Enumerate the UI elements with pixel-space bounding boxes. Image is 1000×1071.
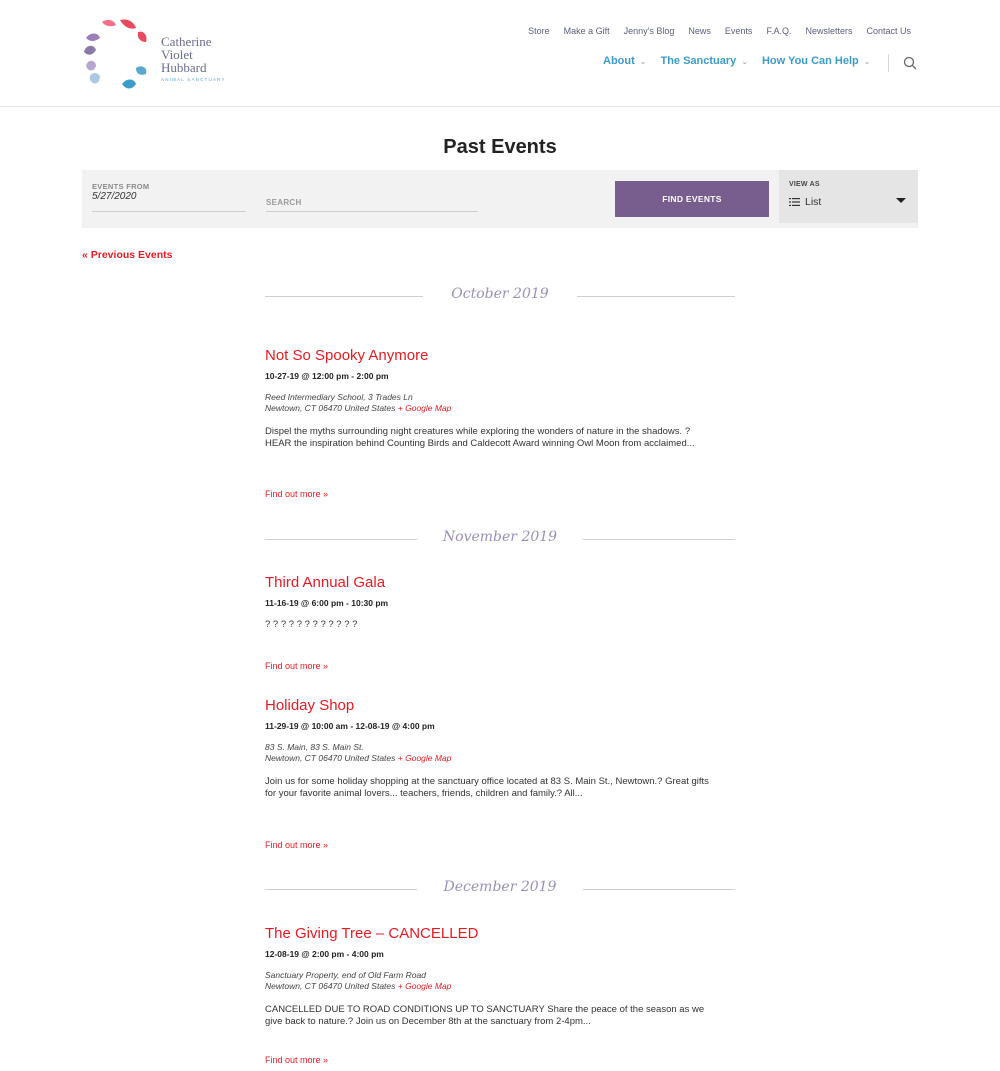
top-nav-store[interactable]: Store [528, 26, 550, 36]
venue-city-text: Newtown, CT 06470 United States [265, 403, 396, 413]
top-nav-contact[interactable]: Contact Us [866, 26, 911, 36]
nav-divider [888, 54, 889, 72]
month-separator [265, 286, 735, 306]
event-title[interactable]: The Giving Tree – CANCELLED [265, 925, 479, 942]
top-nav [514, 26, 911, 36]
search-icon[interactable] [903, 56, 917, 70]
event-date: 11-29-19 @ 10:00 am - 12-08-19 @ 4:00 pm [265, 721, 435, 731]
event-title[interactable]: Holiday Shop [265, 697, 355, 714]
search-input[interactable]: SEARCH [266, 198, 302, 207]
list-icon [789, 197, 800, 207]
site-name-line2: Violet [161, 47, 193, 62]
caret-down-icon [896, 198, 906, 203]
venue-city [265, 753, 715, 764]
events-filter-bar [82, 170, 918, 228]
venue-city-text: Newtown, CT 06470 United States [265, 981, 396, 991]
top-nav-newsletters[interactable]: Newsletters [805, 26, 853, 36]
top-nav-blog[interactable]: Jenny's Blog [623, 26, 675, 36]
previous-events-link[interactable]: « Previous Events [82, 249, 173, 261]
venue-address: Sanctuary Property, end of Old Farm Road [265, 970, 426, 980]
site-header [0, 0, 1000, 107]
events-from-underline [92, 211, 246, 212]
view-as-select[interactable] [779, 170, 918, 223]
view-as-label: VIEW AS [789, 181, 820, 188]
venue-address: Reed Intermediary School, 3 Trades Ln [265, 392, 413, 402]
google-map-link[interactable]: + Google Map [397, 753, 452, 763]
event-venue [265, 392, 715, 414]
main-nav-about[interactable] [603, 55, 646, 67]
event-date: 12-08-19 @ 2:00 pm - 4:00 pm [265, 949, 384, 959]
event-item [265, 925, 715, 1028]
find-out-more-link[interactable]: Find out more » [265, 840, 329, 850]
event-title[interactable]: Third Annual Gala [265, 574, 386, 591]
main-nav [603, 55, 884, 67]
page-title: Past Events [443, 136, 557, 158]
top-nav-news[interactable]: News [688, 26, 711, 36]
site-name-line1: Catherine [161, 34, 212, 49]
main-nav-sanctuary-label: The Sanctuary [660, 55, 737, 67]
separator-line [583, 539, 735, 540]
event-description: Join us for some holiday shopping at the sanctuary office located at 83 S. Main St., Newtown.? Great gifts for your favorite animal lovers... teachers, friends, children and family.? All... [265, 776, 709, 799]
site-subtitle: ANIMAL SANCTUARY [161, 77, 226, 82]
venue-address: 83 S. Main, 83 S. Main St. [265, 742, 364, 752]
month-separator [265, 879, 735, 899]
top-nav-faq[interactable]: F.A.Q. [766, 26, 792, 36]
find-events-button[interactable]: FIND EVENTS [615, 181, 769, 217]
event-venue [265, 742, 715, 764]
venue-city-text: Newtown, CT 06470 United States [265, 753, 396, 763]
site-name[interactable] [161, 35, 212, 74]
event-item [265, 574, 715, 631]
venue-city [265, 403, 715, 414]
top-nav-make-a-gift[interactable]: Make a Gift [563, 26, 610, 36]
event-description: Dispel the myths surrounding night creatures while exploring the wonders of nature in the shadows. ? HEAR the inspiration behind Counting Birds and Caldecott Award winning Owl Moon from acclaimed... [265, 426, 695, 449]
chevron-down-icon: ⌄ [863, 56, 871, 66]
event-date: 10-27-19 @ 12:00 pm - 2:00 pm [265, 371, 389, 381]
chevron-down-icon: ⌄ [741, 56, 748, 66]
month-label: October 2019 [451, 286, 549, 302]
main-nav-help-label: How You Can Help [761, 55, 859, 67]
view-as-value: List [805, 196, 822, 208]
month-label: November 2019 [442, 529, 558, 545]
chevron-down-icon: ⌄ [639, 56, 647, 66]
event-description: CANCELLED DUE TO ROAD CONDITIONS UP TO SANCTUARY Share the peace of the season as we give back to nature.? Join us on December 8th at the sanctuary from 2-4pm... [265, 1004, 705, 1027]
find-out-more-link[interactable]: Find out more » [265, 1055, 329, 1065]
google-map-link[interactable]: + Google Map [397, 403, 452, 413]
month-separator [265, 529, 735, 549]
events-from-label: EVENTS FROM [92, 182, 150, 191]
top-nav-events[interactable]: Events [724, 26, 753, 36]
google-map-link[interactable]: + Google Map [397, 981, 452, 991]
event-description: ? ? ? ? ? ? ? ? ? ? ? ? [265, 619, 358, 630]
main-nav-sanctuary[interactable] [660, 55, 748, 67]
site-name-line3: Hubbard [161, 60, 207, 75]
month-label: December 2019 [443, 879, 557, 895]
separator-line [577, 296, 735, 297]
main-nav-about-label: About [603, 55, 635, 67]
event-date: 11-16-19 @ 6:00 pm - 10:30 pm [265, 598, 389, 608]
event-item [265, 697, 715, 800]
event-venue [265, 970, 715, 992]
find-out-more-link[interactable]: Find out more » [265, 661, 329, 671]
event-item [265, 347, 715, 450]
venue-city [265, 981, 715, 992]
main-nav-help[interactable] [762, 55, 870, 67]
search-underline [266, 211, 478, 212]
find-out-more-link[interactable]: Find out more » [265, 489, 329, 499]
events-from-input[interactable]: 5/27/2020 [92, 191, 137, 202]
separator-line [583, 889, 735, 890]
event-title[interactable]: Not So Spooky Anymore [265, 347, 429, 364]
